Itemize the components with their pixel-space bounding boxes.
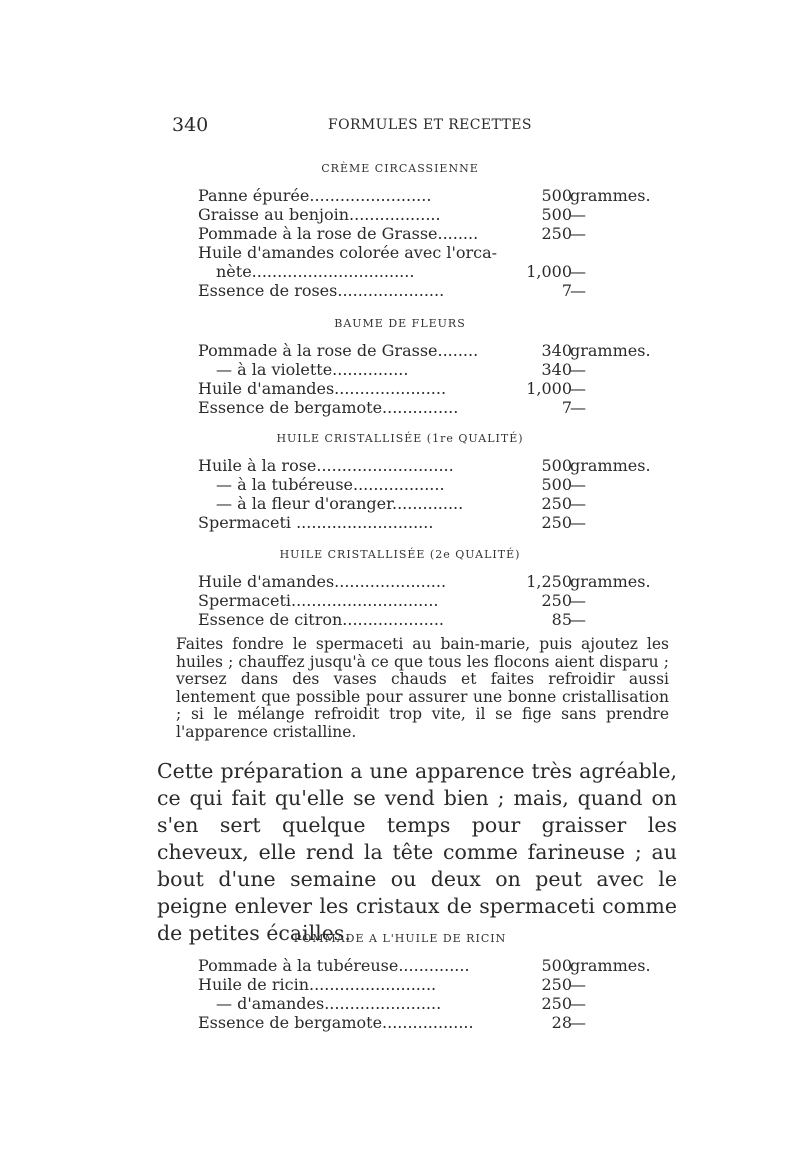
ingredient-row bbox=[198, 494, 658, 513]
ingredient-quantity: 250 bbox=[541, 513, 572, 532]
ingredient-name: Spermaceti............................. bbox=[198, 591, 439, 610]
ingredient-row bbox=[198, 186, 658, 205]
ingredient-row bbox=[198, 975, 658, 994]
ingredient-unit: grammes. bbox=[570, 572, 651, 591]
ingredient-name: Essence de bergamote.................. bbox=[198, 1013, 474, 1032]
ingredient-row bbox=[198, 610, 658, 629]
instructions-paragraph: Faites fondre le spermaceti au bain-marie, puis ajoutez les huiles ; chauffez jusqu'à ce que tous les flocons aient disparu ; versez dans des vases chauds et faites refroidir aussi lentement que possible pour assurer une bonne cristallisation ; si le mélange refroidit trop vite, il se fige sans prendre l'apparence cristalline. bbox=[176, 635, 669, 741]
section-title-baume-de-fleurs: BAUME DE FLEURS bbox=[334, 317, 466, 330]
ingredient-name: Huile d'amandes colorée avec l'orca- bbox=[198, 243, 498, 262]
ingredient-row bbox=[198, 262, 658, 281]
ingredient-row bbox=[198, 513, 658, 532]
ingredient-row bbox=[198, 456, 658, 475]
ingredient-quantity: 7 bbox=[561, 398, 572, 417]
ingredient-row bbox=[198, 379, 658, 398]
ingredient-quantity: 340 bbox=[541, 360, 572, 379]
running-title: FORMULES ET RECETTES bbox=[328, 117, 532, 133]
ingredient-row bbox=[198, 205, 658, 224]
ingredient-quantity: 500 bbox=[541, 475, 572, 494]
ingredient-name: nète................................ bbox=[216, 262, 415, 281]
ingredient-unit: — bbox=[570, 494, 586, 513]
ingredient-quantity: 500 bbox=[541, 186, 572, 205]
ingredient-name: Huile de ricin......................... bbox=[198, 975, 437, 994]
section-title-pommade-ricin: POMMADE A L'HUILE DE RICIN bbox=[293, 932, 507, 945]
ingredient-quantity: 250 bbox=[541, 994, 572, 1013]
recipe-baume-de-fleurs bbox=[198, 341, 658, 417]
ingredient-name: Essence de bergamote............... bbox=[198, 398, 459, 417]
ingredient-quantity: 1,250 bbox=[526, 572, 572, 591]
ingredient-quantity: 85 bbox=[551, 610, 572, 629]
commentary-paragraph: Cette préparation a une apparence très agréable, ce qui fait qu'elle se vend bien ; mais, quand on s'en sert quelque temps pour graisser les cheveux, elle rend la tête comme farineuse ; au bout d'une semaine ou deux on peut avec le peigne enlever les cristaux de spermaceti comme de petites écailles. bbox=[157, 759, 677, 945]
ingredient-row bbox=[198, 591, 658, 610]
ingredient-row bbox=[198, 1013, 658, 1032]
recipe-creme-circassienne bbox=[198, 186, 658, 300]
ingredient-row bbox=[198, 224, 658, 243]
ingredient-row bbox=[198, 572, 658, 591]
ingredient-unit: — bbox=[570, 281, 586, 300]
ingredient-name: Huile d'amandes...................... bbox=[198, 379, 447, 398]
ingredient-row bbox=[198, 994, 658, 1013]
ingredient-quantity: 7 bbox=[561, 281, 572, 300]
ingredient-unit: — bbox=[570, 975, 586, 994]
ingredient-row bbox=[198, 243, 658, 262]
ingredient-name: — d'amandes....................... bbox=[216, 994, 442, 1013]
ingredient-name: Spermaceti ........................... bbox=[198, 513, 434, 532]
ingredient-name: Essence de citron.................... bbox=[198, 610, 444, 629]
section-title-huile-2e: HUILE CRISTALLISÉE (2e QUALITÉ) bbox=[279, 548, 521, 561]
ingredient-row bbox=[198, 956, 658, 975]
section-title-huile-1re: HUILE CRISTALLISÉE (1re QUALITÉ) bbox=[276, 432, 524, 445]
running-head bbox=[172, 114, 672, 138]
ingredient-name: Pommade à la rose de Grasse........ bbox=[198, 341, 479, 360]
ingredient-name: Huile d'amandes...................... bbox=[198, 572, 447, 591]
ingredient-name: Graisse au benjoin.................. bbox=[198, 205, 441, 224]
ingredient-name: — à la tubéreuse.................. bbox=[216, 475, 445, 494]
ingredient-unit: — bbox=[570, 610, 586, 629]
ingredient-unit: — bbox=[570, 513, 586, 532]
ingredient-unit: — bbox=[570, 262, 586, 281]
ingredient-quantity: 250 bbox=[541, 224, 572, 243]
ingredient-name: Huile à la rose........................... bbox=[198, 456, 454, 475]
ingredient-quantity: 500 bbox=[541, 956, 572, 975]
ingredient-unit: — bbox=[570, 591, 586, 610]
recipe-huile-1re bbox=[198, 456, 658, 532]
ingredient-quantity: 1,000 bbox=[526, 379, 572, 398]
ingredient-quantity: 500 bbox=[541, 205, 572, 224]
ingredient-unit: grammes. bbox=[570, 341, 651, 360]
ingredient-unit: — bbox=[570, 475, 586, 494]
ingredient-row bbox=[198, 398, 658, 417]
ingredient-row bbox=[198, 360, 658, 379]
recipe-pommade-ricin bbox=[198, 956, 658, 1032]
ingredient-unit: — bbox=[570, 398, 586, 417]
ingredient-name: Panne épurée........................ bbox=[198, 186, 432, 205]
ingredient-unit: grammes. bbox=[570, 956, 651, 975]
ingredient-row bbox=[198, 475, 658, 494]
ingredient-name: — à la violette............... bbox=[216, 360, 409, 379]
ingredient-name: Pommade à la rose de Grasse........ bbox=[198, 224, 479, 243]
ingredient-name: Essence de roses..................... bbox=[198, 281, 445, 300]
ingredient-unit: grammes. bbox=[570, 456, 651, 475]
ingredient-row bbox=[198, 281, 658, 300]
ingredient-unit: — bbox=[570, 379, 586, 398]
ingredient-name: — à la fleur d'oranger.............. bbox=[216, 494, 464, 513]
page-number: 340 bbox=[172, 114, 209, 136]
ingredient-quantity: 250 bbox=[541, 494, 572, 513]
ingredient-unit: — bbox=[570, 994, 586, 1013]
ingredient-unit: — bbox=[570, 1013, 586, 1032]
ingredient-unit: — bbox=[570, 224, 586, 243]
ingredient-unit: — bbox=[570, 360, 586, 379]
section-title-creme-circassienne: CRÈME CIRCASSIENNE bbox=[321, 162, 479, 175]
ingredient-quantity: 28 bbox=[551, 1013, 572, 1032]
ingredient-unit: grammes. bbox=[570, 186, 651, 205]
ingredient-quantity: 250 bbox=[541, 975, 572, 994]
ingredient-unit: — bbox=[570, 205, 586, 224]
recipe-huile-2e bbox=[198, 572, 658, 629]
ingredient-quantity: 1,000 bbox=[526, 262, 572, 281]
ingredient-quantity: 340 bbox=[541, 341, 572, 360]
ingredient-quantity: 250 bbox=[541, 591, 572, 610]
ingredient-name: Pommade à la tubéreuse.............. bbox=[198, 956, 470, 975]
ingredient-row bbox=[198, 341, 658, 360]
ingredient-quantity: 500 bbox=[541, 456, 572, 475]
